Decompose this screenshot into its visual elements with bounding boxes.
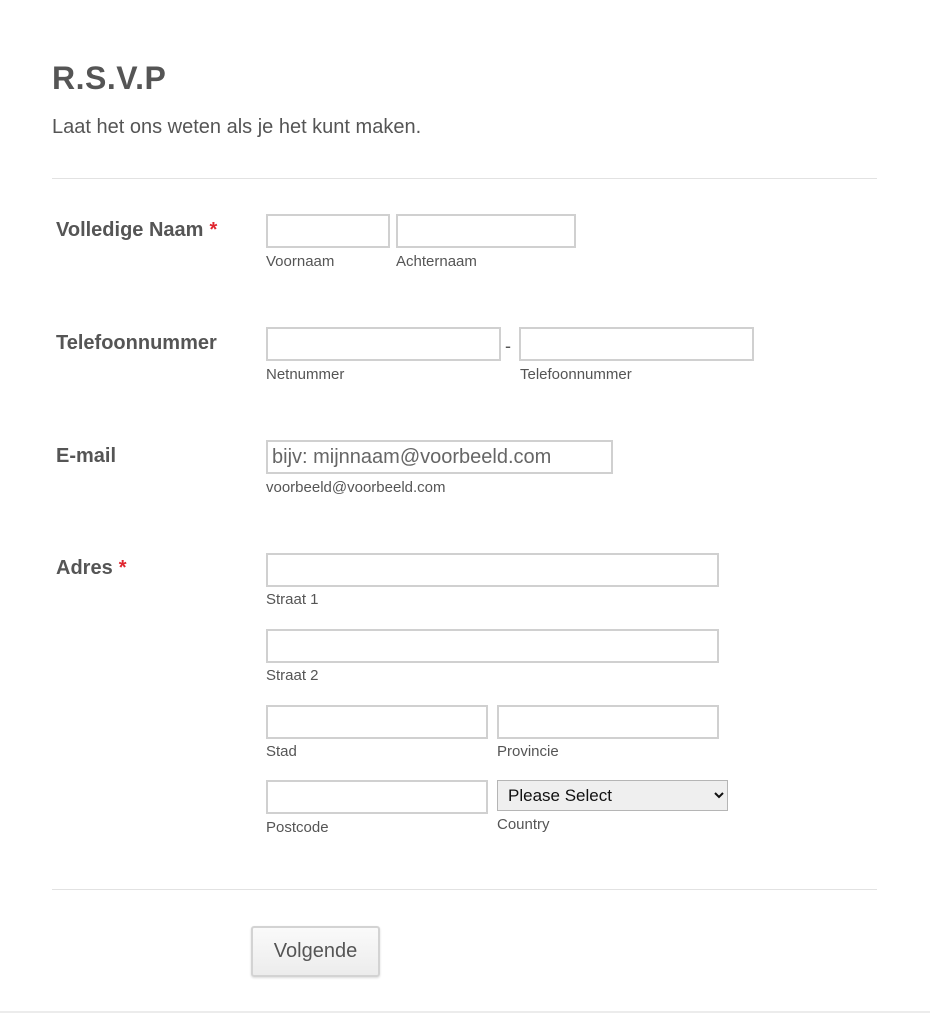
- phone-label-text: Telefoonnummer: [56, 332, 217, 354]
- phone-separator: -: [505, 336, 511, 356]
- street1-sublabel: Straat 1: [266, 591, 319, 608]
- postcode-input[interactable]: [266, 780, 488, 814]
- phone-number-sublabel: Telefoonnummer: [520, 366, 632, 383]
- required-mark: *: [209, 219, 218, 241]
- phone-label: [56, 332, 217, 355]
- email-input[interactable]: [266, 440, 613, 474]
- postcode-sublabel: Postcode: [266, 819, 329, 836]
- street2-input[interactable]: [266, 629, 719, 663]
- first-name-sublabel: Voornaam: [266, 253, 335, 270]
- area-code-sublabel: Netnummer: [266, 366, 345, 383]
- email-label-text: E-mail: [56, 445, 117, 467]
- footer-divider: [52, 889, 877, 890]
- area-code-input[interactable]: [266, 327, 501, 361]
- city-sublabel: Stad: [266, 743, 297, 760]
- street2-sublabel: Straat 2: [266, 667, 319, 684]
- street1-input[interactable]: [266, 553, 719, 587]
- email-label: [56, 445, 116, 468]
- last-name-input[interactable]: [396, 214, 576, 248]
- country-sublabel: Country: [497, 816, 550, 833]
- email-sublabel: voorbeeld@voorbeeld.com: [266, 479, 446, 496]
- province-input[interactable]: [497, 705, 719, 739]
- address-label-text: Adres: [56, 557, 113, 579]
- form-subtitle: Laat het ons weten als je het kunt maken.: [52, 116, 422, 138]
- full-name-label: [56, 219, 217, 242]
- city-input[interactable]: [266, 705, 488, 739]
- full-name-label-text: Volledige Naam: [56, 219, 204, 241]
- phone-number-input[interactable]: [519, 327, 754, 361]
- province-sublabel: Provincie: [497, 743, 559, 760]
- form-title: R.S.V.P: [52, 60, 167, 96]
- first-name-input[interactable]: [266, 214, 390, 248]
- required-mark: *: [118, 557, 127, 579]
- last-name-sublabel: Achternaam: [396, 253, 477, 270]
- country-select[interactable]: [497, 780, 728, 811]
- address-label: [56, 557, 127, 580]
- next-button[interactable]: Volgende: [251, 926, 380, 977]
- header-divider: [52, 178, 877, 179]
